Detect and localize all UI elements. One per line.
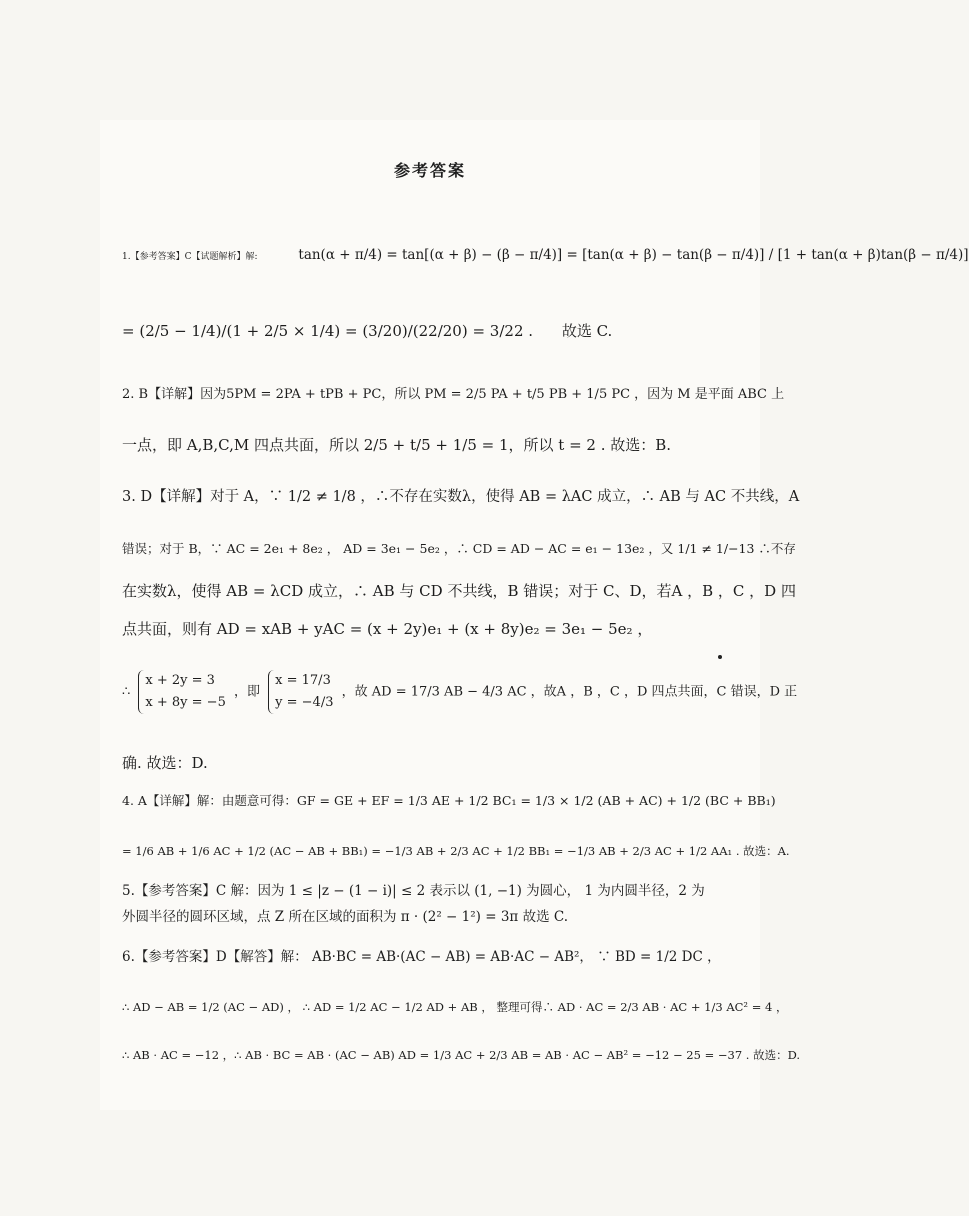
answer-3-line-6: 确. 故选：D. xyxy=(122,754,208,772)
answer-6-line-2: ∴ AD − AB = 1/2 (AC − AD) ， ∴ AD = 1/2 AC − 1/2 AD + AB ， 整理可得∴ AD · AC = 2/3 AB · AC + 1/3 AC² = 4 ， xyxy=(122,1000,788,1014)
answer-2-line-1: 2. B【详解】因为5PM = 2PA + tPB + PC，所以 PM = 2/5 PA + t/5 PB + 1/5 PC ，因为 M 是平面 ABC 上 xyxy=(122,387,785,402)
answer-6-line-3: ∴ AB · AC = −12 ，∴ AB · BC = AB · (AC − AB) AD = 1/3 AC + 2/3 AB = AB · AC − AB² = −12 − 25 = −37 . 故选：D. xyxy=(122,1048,801,1062)
answer-3-line-1: 3. D【详解】对于 A，∵ 1/2 ≠ 1/8 ，∴不存在实数λ，使得 AB = λAC 成立，∴ AB 与 AC 不共线，A xyxy=(122,489,800,505)
answer-1-line-1 xyxy=(122,244,969,268)
answer-3-line-3: 在实数λ，使得 AB = λCD 成立，∴ AB 与 CD 不共线，B 错误；对于 C、D，若A ，B ，C ，D 四 xyxy=(122,582,796,600)
answer-5-line-2: 外圆半径的圆环区域，点 Z 所在区域的面积为 π · (2² − 1²) = 3π 故选 C. xyxy=(122,909,569,925)
answer-5-line-1: 5.【参考答案】C 解：因为 1 ≤ |z − (1 − i)| ≤ 2 表示以 (1, −1) 为圆心， 1 为内圆半径，2 为 xyxy=(122,883,705,899)
page-title: 参考答案 xyxy=(393,161,466,180)
equation-system-1: x + 2y = 3 x + 8y = −5 xyxy=(138,670,225,714)
answer-3-line-4: 点共面，则有 AD = xAB + yAC = (x + 2y)e₁ + (x + 8y)e₂ = 3e₁ − 5e₂ ， xyxy=(122,620,653,638)
answer-1-label: 1.【参考答案】C【试题解析】解: xyxy=(122,252,258,262)
equation-system-2: x = 17/3 y = −4/3 xyxy=(268,670,333,714)
answer-2-line-2: 一点，即 A,B,C,M 四点共面，所以 2/5 + t/5 + 1/5 = 1，所以 t = 2 . 故选：B. xyxy=(122,436,672,454)
answer-4-line-2: = 1/6 AB + 1/6 AC + 1/2 (AC − AB + BB₁) = −1/3 AB + 2/3 AC + 1/2 BB₁ = −1/3 AB + 2/3 AC + 1/2 AA₁ . 故选：A. xyxy=(122,844,790,858)
answer-4-line-1: 4. A【详解】解：由题意可得：GF = GE + EF = 1/3 AE + 1/2 BC₁ = 1/3 × 1/2 (AB + AC) + 1/2 (BC + BB₁) xyxy=(122,793,776,808)
answer-1-conclusion: 故选 C. xyxy=(561,322,613,340)
answer-1-fraction-result: = (2/5 − 1/4)/(1 + 2/5 × 1/4) = (3/20)/(22/20) = 3/22 . xyxy=(122,322,534,340)
answer-6-line-1: 6.【参考答案】D【解答】解： AB·BC = AB·(AC − AB) = AB·AC − AB²， ∵ BD = 1/2 DC ， xyxy=(122,949,721,965)
answer-1-formula: tan(α + π/4) = tan[(α + β) − (β − π/4)] = [tan(α + β) − tan(β − π/4)] / [1 + tan(α + β)tan(β − π/4)] xyxy=(298,247,969,263)
answer-3-conclusion: ，故 AD = 17/3 AB − 4/3 AC ，故A ，B ，C ，D 四点共面，C 错误，D 正 xyxy=(341,684,798,700)
ink-dot xyxy=(718,655,722,659)
answer-1-line-2 xyxy=(122,320,782,342)
answer-3-line-2: 错误；对于 B，∵ AC = 2e₁ + 8e₂ ， AD = 3e₁ − 5e₂ ，∴ CD = AD − AC = e₁ − 13e₂ ，又 1/1 ≠ 1/−13 ∴不存 xyxy=(122,541,796,556)
answer-3-line-5: ∴ x + 2y = 3 x + 8y = −5 ，即 x = 17/3 y = −4/3 ，故 AD = 17/3 AB − 4/3 AC ，故A ，B ，C ，D 四点共面，C 错误，D 正 xyxy=(122,670,782,714)
